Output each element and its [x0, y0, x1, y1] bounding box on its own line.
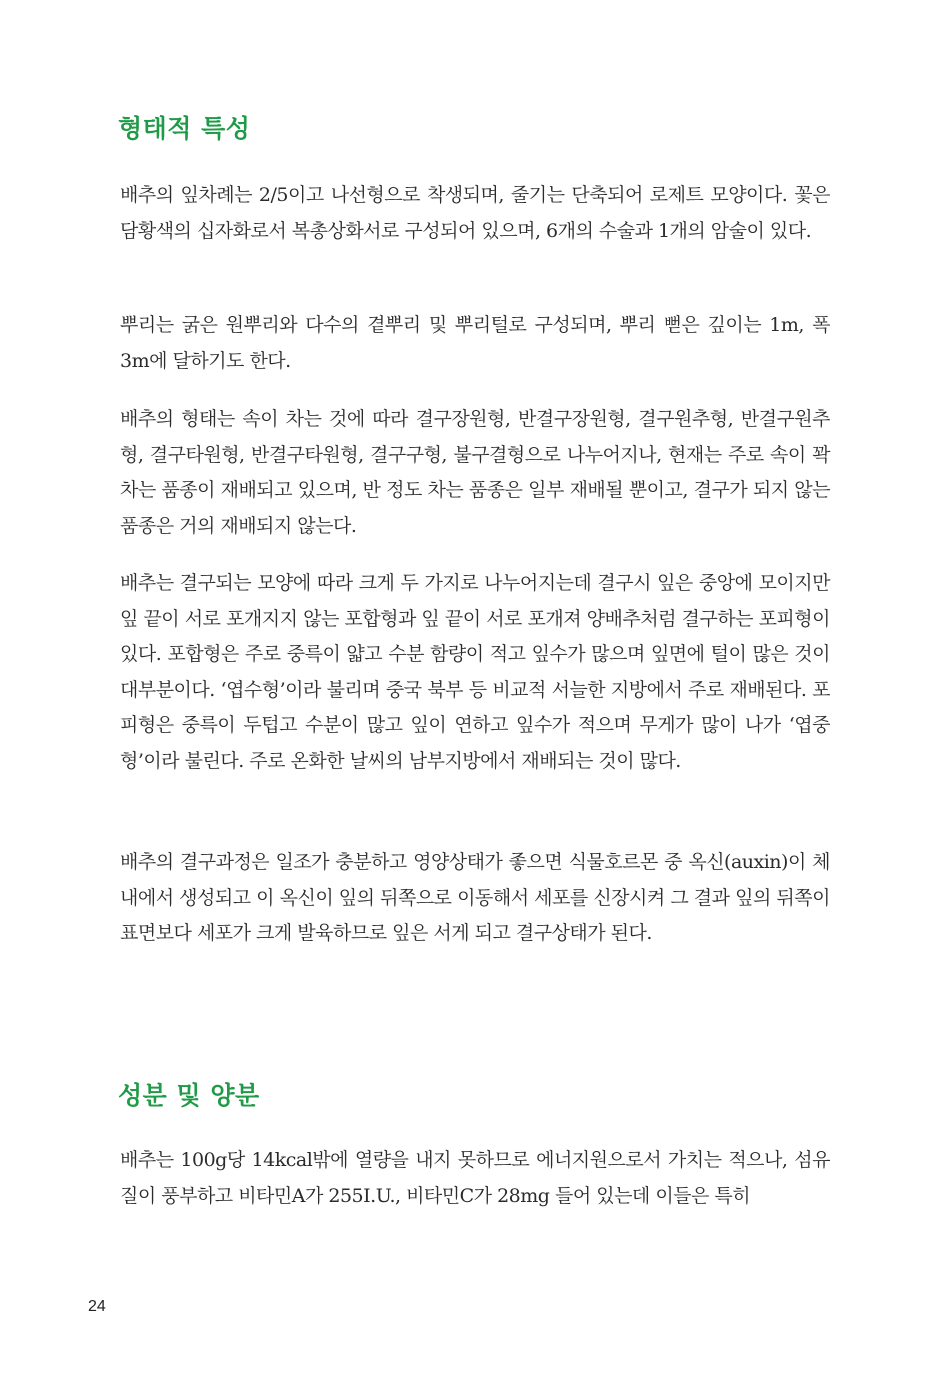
- section-heading-nutrients: 성분 및 양분: [118, 1081, 260, 1110]
- paragraph-heading-process: 배추의 결구과정은 일조가 충분하고 영양상태가 좋으면 식물호르몬 중 옥신(auxin)이 체내에서 생성되고 이 옥신이 잎의 뒤쪽으로 이동해서 세포를 신장시켜 그 결과 잎의 뒤쪽이 표면보다 세포가 크게 발육하므로 잎은 서게 되고 결구상태가 된다.: [120, 851, 830, 944]
- paragraph-leaf-arrangement: 배추의 잎차례는 2/5이고 나선형으로 착생되며, 줄기는 단축되어 로제트 모양이다. 꽃은 담황색의 십자화로서 복총상화서로 구성되어 있으며, 6개의 수술과 1개의 암술이 있다.: [120, 184, 830, 242]
- paragraph-roots: 뿌리는 굵은 원뿌리와 다수의 곁뿌리 및 뿌리털로 구성되며, 뿌리 뻗은 깊이는 1m, 폭 3m에 달하기도 한다.: [120, 314, 830, 372]
- section-heading-morphology: 형태적 특성: [118, 114, 251, 143]
- paragraph-head-forms: 배추의 형태는 속이 차는 것에 따라 결구장원형, 반결구장원형, 결구원추형, 반결구원추형, 결구타원형, 반결구타원형, 결구구형, 불구결형으로 나누어지나, 현재는 주로 속이 꽉 차는 품종이 재배되고 있으며, 반 정도 차는 품종은 일부 재배될 뿐이고, 결구가 되지 않는 품종은 거의 재배되지 않는다.: [120, 408, 830, 537]
- paragraph-heading-types: 배추는 결구되는 모양에 따라 크게 두 가지로 나누어지는데 결구시 잎은 중앙에 모이지만 잎 끝이 서로 포개지지 않는 포합형과 잎 끝이 서로 포개져 양배추처럼 결구하는 포피형이 있다. 포합형은 주로 중륵이 얇고 수분 함량이 적고 잎수가 많으며 잎면에 털이 많은 것이 대부분이다. ‘엽수형’이라 불리며 중국 북부 등 비교적 서늘한 지방에서 주로 재배된다. 포피형은 중륵이 두텁고 수분이 많고 잎이 연하고 잎수가 적으며 무게가 많이 나가 ‘엽중형’이라 불린다. 주로 온화한 날씨의 남부지방에서 재배되는 것이 많다.: [120, 572, 830, 772]
- paragraph-nutrients: 배추는 100g당 14kcal밖에 열량을 내지 못하므로 에너지원으로서 가치는 적으나, 섬유질이 풍부하고 비타민A가 255I.U., 비타민C가 28mg 들어 있는데 이들은 특히: [120, 1149, 830, 1207]
- page-number: 24: [88, 1298, 106, 1315]
